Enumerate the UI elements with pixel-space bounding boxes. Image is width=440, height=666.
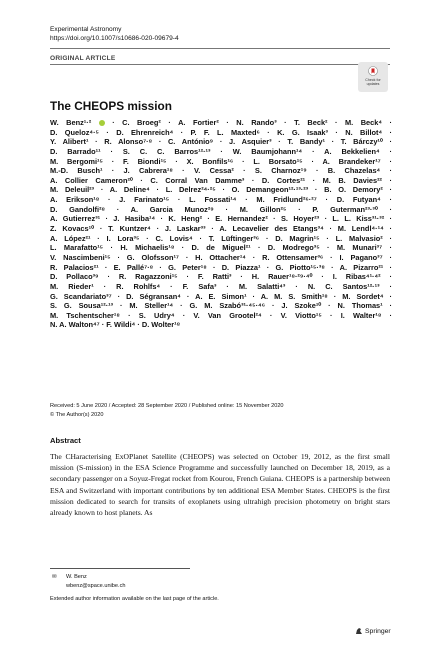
- author-line: A. Gutierrez³¹ · J. Hasiba¹⁴ · K. Heng² · E. Hernandez² · S. Hoyer²³ · L. L. Kiss³¹·³² ·: [50, 214, 392, 224]
- author-line: S. G. Sousa¹²·¹³ · M. Steller¹⁴ · G. M. Szabó³¹·⁴⁵·⁴⁶ · J. Szoke¹⁰ · N. Thomas¹ ·: [50, 301, 392, 311]
- copyright: © The Author(s) 2020: [50, 411, 104, 418]
- author-line: N. A. Walton⁴⁷ · F. Wildi⁴ · D. Wolter¹⁸: [50, 320, 181, 330]
- abstract-heading: Abstract: [50, 436, 81, 445]
- author-line: M. Tschentscher¹⁸ · S. Udry⁴ · V. Van Grootel²⁴ · V. Viotto¹⁵ · I. Walter¹⁸ ·: [50, 310, 392, 320]
- author-line: A. Collier Cameron²⁰ · C. Corral Van Damme³ · D. Cortes²¹ · M. B. Davies²² ·: [50, 175, 392, 185]
- author-line: L. Marafatto¹⁵ · H. Michaelis¹⁸ · D. de Miguel²¹ · D. Modrego³⁵ · M. Munari³⁷ ·: [50, 243, 392, 253]
- author-line: D. Barrado¹¹ · S. C. C. Barros¹²·¹³ · W. Baumjohann¹⁴ · A. Bekkelien⁴ ·: [50, 146, 392, 156]
- date-history: Received: 5 June 2020 / Accepted: 28 September 2020 / Published online: 15 November 2020: [50, 403, 284, 409]
- author-line: V. Nascimbeni¹⁵ · G. Olofsson¹⁷ · H. Ottacher¹⁴ · R. Ottensamer³⁶ · I. Pagano³⁷ ·: [50, 252, 392, 262]
- author-line: M.-D. Busch¹ · J. Cabrera¹⁸ · V. Cessa² · S. Charnoz¹⁹ · B. Chazelas⁴ ·: [50, 166, 392, 176]
- author-line: D. Queloz⁴·⁵ · D. Ehrenreich⁴ · P. F. L. Maxted⁶ · K. G. Isaak³ · N. Billot⁴ ·: [50, 127, 392, 137]
- publisher-logo: [355, 627, 391, 635]
- journal-name: Experimental Astronomy: [50, 26, 122, 33]
- journal-header: [50, 25, 179, 43]
- author-line: R. Palacios²¹ · E. Pallé⁷·⁸ · G. Peter¹⁸ · D. Piazza¹ · G. Piotto¹⁵·³⁸ · A. Pizarro²¹ ·: [50, 262, 392, 272]
- paper-title: The CHEOPS mission: [50, 99, 172, 113]
- author-line: M. Deleuil²³ · A. Deline⁴ · L. Delrez²⁴·²⁵ · O. Demangeon¹²·¹³·²³ · B. O. Demory² ·: [50, 185, 392, 195]
- abstract-text: The CHaracterising ExOPlanet Satellite (CHEOPS) was selected on October 19, 2012, as the first small mission (S-mission) in the ESA Science Programme and successfully launched on December 18, 2019, as a secondary passenger on a Soyuz-Fregat rocket from Kourou, French Guiana. CHEOPS is a partnership between ESA and Switzerland with important contributions by ten additional ESA Member States. CHEOPS is the first mission dedicated to search for transits of exoplanets using ultrahigh precision photometry on bright stars already known to host planets. As: [50, 452, 390, 518]
- bookmark-icon: [368, 66, 378, 76]
- header-rule: [50, 48, 390, 49]
- author-line: M. Rieder¹ · R. Rohlfs⁴ · F. Safa³ · M. Salatti⁴³ · N. C. Santos¹²·¹³ ·: [50, 281, 392, 291]
- author-line: A. López²¹ · I. Lora³⁵ · C. Lovis⁴ · T. Lüftinger³⁶ · D. Magrin¹⁵ · L. Malvasio² ·: [50, 233, 392, 243]
- springer-horse-icon: [355, 627, 363, 635]
- corresponding-author: W. Benz: [66, 574, 87, 580]
- author-line: M. Bergomi¹⁵ · F. Biondi¹⁵ · X. Bonfils¹⁶ · L. Borsato¹⁵ · A. Brandeker¹⁷ ·: [50, 156, 392, 166]
- orcid-icon[interactable]: [99, 120, 105, 126]
- author-email[interactable]: wbenz@space.unibe.ch: [66, 582, 126, 589]
- publisher-name: Springer: [365, 627, 391, 635]
- author-line: Y. Alibert¹ · R. Alonso⁷·⁸ · C. António⁹ · J. Asquier³ · T. Bandy¹ · T. Bárczy¹⁰ ·: [50, 137, 392, 147]
- section-rule: [50, 64, 390, 65]
- author-line: G. Scandariato³⁷ · D. Ségransan⁴ · A. E. Simon¹ · A. M. S. Smith¹⁸ · M. Sordet⁴ ·: [50, 291, 392, 301]
- section-label: ORIGINAL ARTICLE: [50, 55, 116, 62]
- correspondence: [52, 573, 125, 590]
- footnote-rule: [50, 568, 190, 569]
- author-line: D. Gandolfi²⁸ · A. Garcia Munoz²⁹ · M. Gillon²⁵ · P. Guterman²³·³⁰ ·: [50, 204, 392, 214]
- doi-link[interactable]: https://doi.org/10.1007/s10686-020-09679-4: [50, 35, 179, 42]
- author-list: [50, 118, 392, 330]
- author-line: W. Benz¹·² · C. Broeg² · A. Fortier² · N. Rando³ · T. Beck² · M. Beck⁴ ·: [50, 118, 392, 127]
- extended-author-info: Extended author information available on the last page of the article.: [50, 596, 219, 602]
- check-for-updates-badge[interactable]: [358, 62, 388, 92]
- badge-line-1: Check for: [365, 78, 381, 82]
- author-line: Z. Kovacs¹⁰ · T. Kuntzer⁴ · J. Laskar³³ · A. Lecavelier des Etangs³⁴ · M. Lendl⁴·¹⁴ ·: [50, 224, 392, 234]
- publication-dates: [50, 402, 284, 419]
- author-line: D. Pollaco³⁹ · R. Ragazzoni¹⁵ · F. Ratti³ · H. Rauer¹⁸·²⁹·⁴⁰ · I. Ribas⁴¹·⁴² ·: [50, 272, 392, 282]
- author-line: A. Erikson¹⁸ · J. Farinato¹⁵ · L. Fossati¹⁴ · M. Fridlund²⁶·²⁷ · D. Futyan⁴ ·: [50, 195, 392, 205]
- envelope-icon: ✉: [52, 574, 57, 580]
- badge-line-2: updates: [366, 82, 380, 87]
